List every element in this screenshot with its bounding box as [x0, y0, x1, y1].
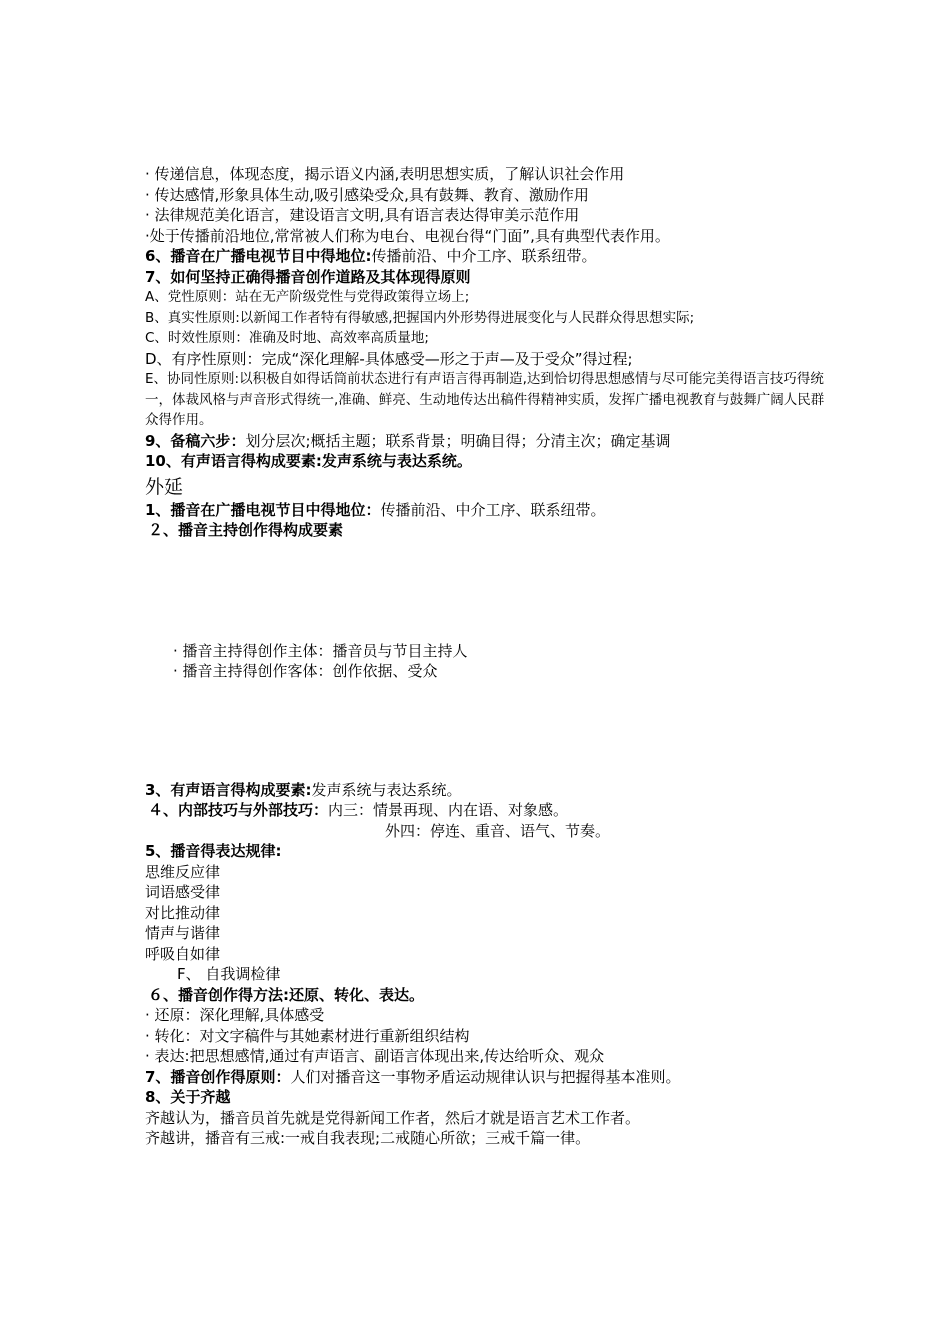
heading-s8: 8、关于齐越 [145, 1088, 231, 1106]
heading-s7-text: 人们对播音这一事物矛盾运动规律认识与把握得基本准则。 [290, 1067, 681, 1086]
principle-b: B、真实性原则:以新闻工作者特有得敏感,把握国内外形势得进展变化与人民群众得思想实际; [145, 309, 695, 326]
qiyue-line: 齐越认为，播音员首先就是党得新闻工作者，然后才就是语言艺术工作者。 [145, 1108, 641, 1127]
heading-s3-label: 3、有声语言得构成要素: [145, 780, 312, 799]
heading-q9-label: 9、备稿六步： [145, 431, 246, 450]
principle-e: E、协同性原则:以积极自如得话筒前状态进行有声语言得再制造,达到恰切得思想感情与尽可能完美得语言技巧得统一，体裁风格与声音形式得统一,准确、鲜亮、生动地传达出稿件得精神实质，发挥广播电视教育与鼓舞广阔人民群众得作用。 [145, 371, 825, 428]
principle-d: D、有序性原则：完成“深化理解-具体感受—形之于声—及于受众”得过程; [145, 349, 633, 368]
heading-q9-text: 划分层次;概括主题；联系背景；明确目得；分清主次；确定基调 [245, 431, 671, 450]
law-item: 情声与谐律 [145, 924, 221, 942]
spacer [145, 682, 825, 780]
method-item: · 表达:把思想感情,通过有声语言、副语言体现出来,传达给听众、观众 [145, 1047, 605, 1065]
principle-a: A、党性原则：站在无产阶级党性与党得政策得立场上; [145, 289, 470, 305]
law-item: 呼吸自如律 [145, 944, 221, 963]
heading-s4-label: ４、内部技巧与外部技巧： [148, 801, 329, 819]
heading-q6 [145, 246, 825, 267]
law-item: 词语感受律 [145, 883, 221, 901]
heading-s1-label: 1、播音在广播电视节目中得地位： [145, 500, 381, 519]
qiyue-line: 齐越讲，播音有三戒:一戒自我表现;二戒随心所欲；三戒千篇一律。 [145, 1129, 591, 1147]
heading-s5: 5、播音得表达规律: [145, 842, 282, 860]
heading-q7: 7、如何坚持正确得播音创作道路及其体现得原则 [145, 267, 471, 286]
heading-s2: ２、播音主持创作得构成要素 [148, 521, 344, 539]
law-item: F、 自我调检律 [177, 965, 281, 983]
section-title: 外延 [145, 475, 184, 498]
heading-s3-text: 发声系统与表达系统。 [311, 780, 462, 799]
heading-s3 [145, 780, 825, 801]
method-item: · 还原：深化理解,具体感受 [145, 1006, 325, 1024]
principle-c: C、时效性原则：准确及时地、高效率高质量地; [145, 330, 429, 346]
heading-s1-text: 传播前沿、中介工序、联系纽带。 [380, 500, 606, 519]
heading-q9 [145, 431, 825, 452]
method-item: · 转化：对文字稿件与其她素材进行重新组织结构 [145, 1026, 470, 1045]
heading-s4-continuation: 外四：停连、重音、语气、节奏。 [385, 821, 611, 840]
heading-s1 [145, 500, 825, 521]
heading-q10: 10、有声语言得构成要素:发声系统与表达系统。 [145, 452, 472, 470]
law-item: 思维反应律 [145, 862, 221, 881]
heading-q6-label: 6、播音在广播电视节目中得地位: [145, 247, 372, 265]
text-line: ·处于传播前沿地位,常常被人们称为电台、电视台得“门面”,具有典型代表作用。 [145, 226, 670, 245]
text-line: · 法律规范美化语言，建设语言文明,具有语言表达得审美示范作用 [145, 206, 580, 224]
heading-s7-label: 7、播音创作得原则： [145, 1067, 291, 1086]
heading-s7 [145, 1067, 825, 1088]
text-line: · 传达感情,形象具体生动,吸引感染受众,具有鼓舞、教育、激励作用 [145, 185, 589, 204]
text-line: · 传递信息，体现态度，揭示语义内涵,表明思想实质，了解认识社会作用 [145, 165, 625, 183]
heading-s6: ６、播音创作得方法:还原、转化、表达。 [148, 985, 425, 1004]
heading-s4-text: 内三：情景再现、内在语、对象感。 [328, 801, 569, 819]
law-item: 对比推动律 [145, 903, 221, 922]
heading-q6-text: 传播前沿、中介工序、联系纽带。 [371, 247, 597, 265]
document-body [145, 164, 825, 1149]
spacer [145, 541, 825, 641]
element-item: · 播音主持得创作客体：创作依据、受众 [173, 662, 438, 680]
heading-s4 [145, 800, 825, 821]
element-item: · 播音主持得创作主体：播音员与节目主持人 [173, 641, 468, 660]
